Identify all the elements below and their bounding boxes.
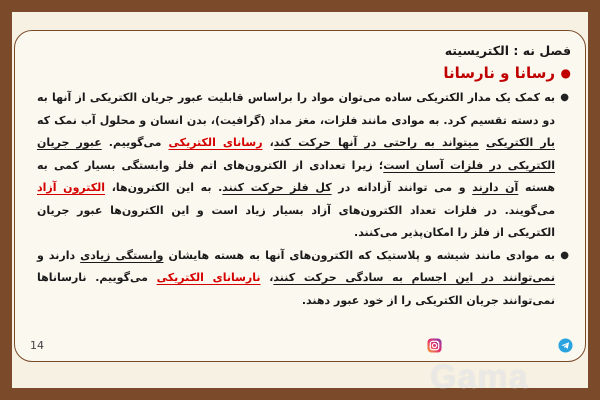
underlined-text: وابستگی زیادی [80, 248, 164, 262]
text-segment: دارند و [37, 248, 81, 262]
underlined-text: کل فلز حرکت کنند [222, 181, 332, 194]
underlined-text: آن دارند [472, 181, 519, 194]
section-title: رسانا و نارسانا [443, 64, 555, 82]
paragraph-bullet-icon: ● [560, 92, 569, 103]
telegram-icon[interactable] [558, 338, 573, 353]
term-free-electron: الکترون آزاد [37, 181, 106, 194]
text-segment: ، [262, 136, 274, 149]
text-segment: می‌گویند. در فلزات تعداد الکترون‌های آزاد بسیار زیاد است و این الکترون‌ها عبور جریان الکتریکی از فلز را امکان‌پذیر می‌کنند. [37, 203, 555, 239]
term-conductor: رسانای الکتریکی [168, 136, 263, 149]
text-segment: ؛ زیرا تعدادی از الکترون‌های اتم فلز وابستگی بسیار کمی به هسته [37, 158, 555, 194]
text-segment: به کمک یک مدار الکتریکی ساده می‌توان مواد را براساس قابلیت عبور جریان الکتریکی از آنها به دو دسته تقسیم کرد. به موادی مانند فلزات، مغز مداد (گرافیت)، بدن انسان و محلول آب نمک که [37, 91, 555, 127]
instagram-icon[interactable] [427, 338, 442, 353]
text-segment: و می توانند آزادانه در [331, 181, 473, 194]
slide-card [14, 30, 586, 362]
underlined-text: عبور جریان الکتریکی در فلزات آسان است [37, 136, 555, 172]
watermark-logo: Gama [430, 358, 529, 396]
underlined-text: بار الکتریکی [486, 136, 555, 149]
paragraph-bullet-icon: ● [560, 249, 569, 261]
underlined-text: میتواند به راحتی در آنها حرکت کند [273, 136, 479, 149]
slide-content [37, 43, 571, 312]
text-segment [479, 136, 486, 149]
section-bullet-icon: ● [560, 66, 571, 80]
underlined-text: نمی‌توانند در این اجسام به سادگی حرکت کنند [273, 271, 556, 284]
paragraph-conductors [37, 87, 571, 245]
text-segment: به موادی مانند شیشه و پلاستیک که الکترون‌های آنها به هسته هایشان [163, 248, 555, 262]
text-segment: ، [260, 271, 274, 284]
text-segment: . به این الکترون‌ها، [105, 181, 223, 194]
paragraph-insulators [37, 245, 571, 313]
page-number: 14 [30, 339, 44, 352]
section-heading [37, 63, 571, 83]
term-insulator: نارسانای الکتریکی [156, 271, 261, 284]
chapter-title: فصل نه : الکتریسیته [444, 43, 571, 58]
text-segment: می‌گوییم. نارساناها نمی‌توانند جریان الکتریکی را از خود عبور دهند. [37, 271, 555, 307]
text-segment: می‌گوییم. [101, 136, 169, 149]
